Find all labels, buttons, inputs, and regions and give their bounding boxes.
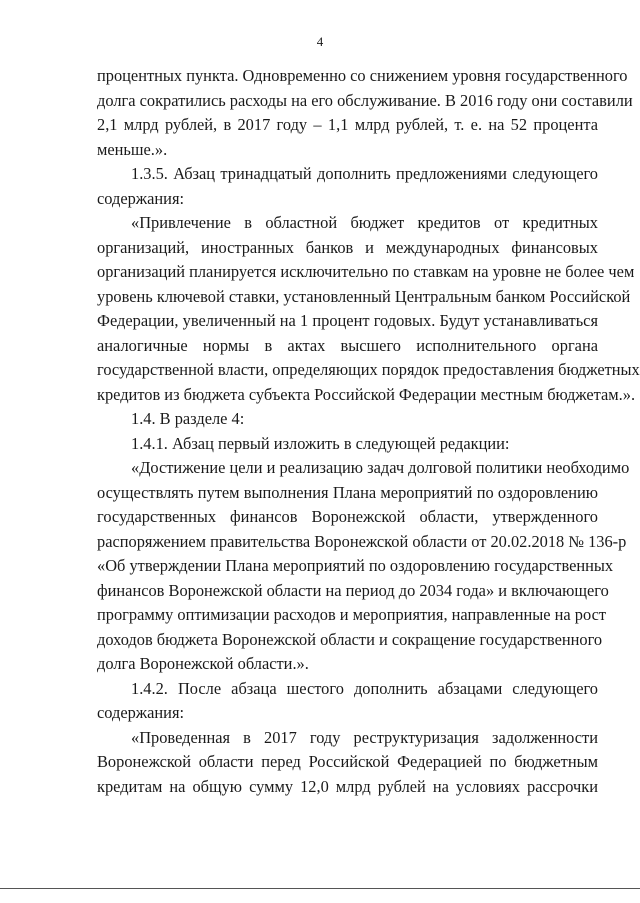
page-number: 4 xyxy=(316,34,324,49)
text-line: 2,1 млрд рублей, в 2017 году – 1,1 млрд рублей, т. е. на 52 процента xyxy=(97,115,598,134)
text-line: Федерации, увеличенный на 1 процент годовых. Будут устанавливаться xyxy=(97,311,598,330)
text-line: содержания: xyxy=(97,703,185,722)
text-line: Воронежской области перед Российской Федерацией по бюджетным xyxy=(97,752,598,771)
page-bottom-divider xyxy=(0,888,640,889)
text-line: осуществлять путем выполнения Плана мероприятий по оздоровлению xyxy=(97,482,598,502)
text-line: организаций, иностранных банков и международных финансовых xyxy=(97,237,598,257)
text-line: 1.4.2. После абзаца шестого дополнить абзацами следующего xyxy=(131,678,598,698)
text-line: процентных пункта. Одновременно со снижением уровня государственного xyxy=(97,66,628,85)
text-line: «Проведенная в 2017 году реструктуризация задолженности xyxy=(131,727,598,747)
text-line: «Об утверждении Плана мероприятий по оздоровлению государственных xyxy=(97,556,614,575)
text-line: финансов Воронежской области на период до 2034 года» и включающего xyxy=(97,580,609,600)
text-line: 1.4. В разделе 4: xyxy=(131,409,245,428)
text-line: меньше.». xyxy=(97,139,168,159)
text-line: кредитам на общую сумму 12,0 млрд рублей на условиях рассрочки xyxy=(97,776,598,796)
text-line: содержания: xyxy=(97,188,185,208)
text-line: государственной власти, определяющих порядок предоставления бюджетных xyxy=(97,360,640,379)
text-line: 1.4.1. Абзац первый изложить в следующей редакции: xyxy=(131,433,510,453)
text-line: 1.3.5. Абзац тринадцатый дополнить предложениями следующего xyxy=(131,164,598,183)
text-line: «Привлечение в областной бюджет кредитов от кредитных xyxy=(131,213,598,232)
text-line: государственных финансов Воронежской области, утвержденного xyxy=(97,507,598,526)
text-line: распоряжением правительства Воронежской области от 20.02.2018 № 136-р xyxy=(97,531,627,551)
text-line: «Достижение цели и реализацию задач долговой политики необходимо xyxy=(131,458,630,477)
text-line: уровень ключевой ставки, установленный Центральным банком Российской xyxy=(97,286,631,306)
text-line: аналогичные нормы в актах высшего исполнительного органа xyxy=(97,335,598,355)
text-line: доходов бюджета Воронежской области и сокращение государственного xyxy=(97,629,603,649)
text-line: организаций планируется исключительно по ставкам на уровне не более чем xyxy=(97,262,635,281)
text-line: программу оптимизации расходов и мероприятия, направленные на рост xyxy=(97,605,607,624)
text-line: долга Воронежской области.». xyxy=(97,654,309,673)
text-line: долга сократились расходы на его обслуживание. В 2016 году они составили xyxy=(97,90,633,110)
document-body xyxy=(97,64,640,799)
text-line: кредитов из бюджета субъекта Российской Федерации местным бюджетам.». xyxy=(97,384,636,404)
